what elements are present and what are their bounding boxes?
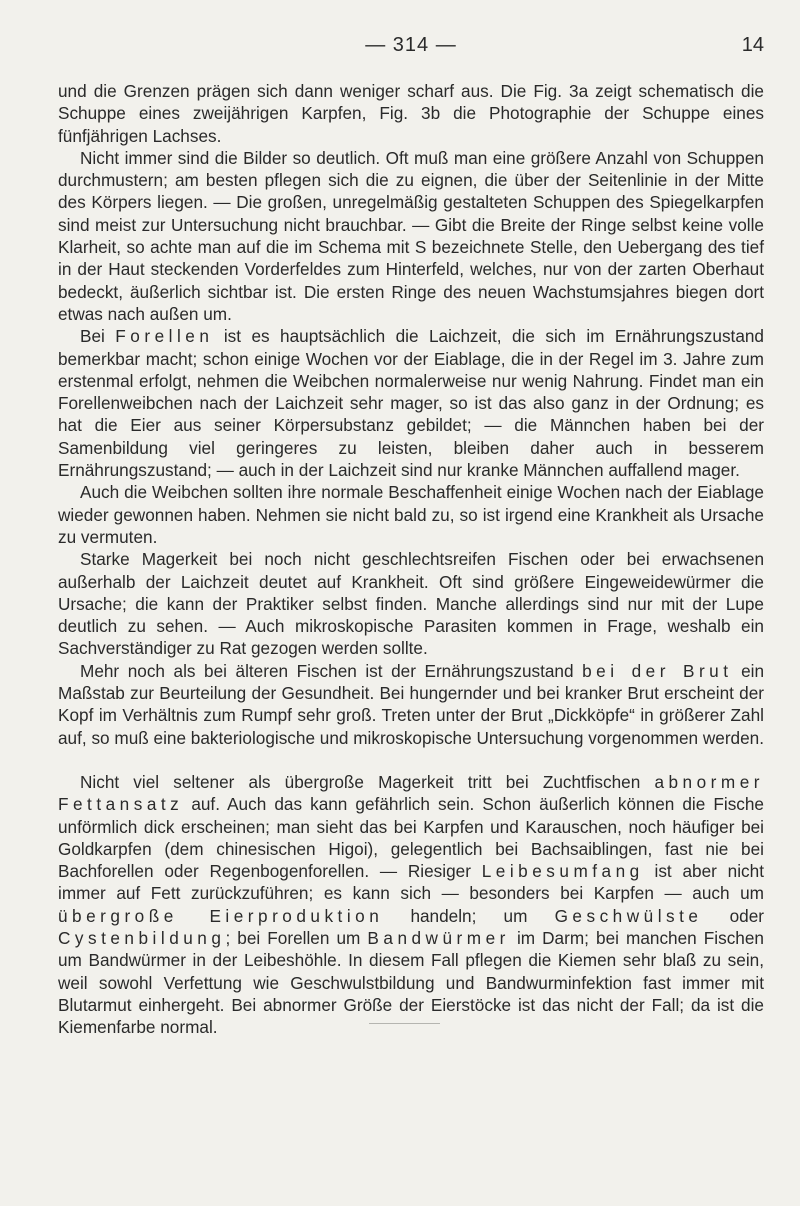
paragraph: Starke Magerkeit bei noch nicht geschlechtsreifen Fischen oder bei erwachsenen außerhalb der Laichzeit deutet auf Krankheit. Oft sind größere Eingeweidewürmer die Ursache; die kann der Praktiker selbst finden. Manche allerdings sind nur mit der Lupe deutlich zu sehen. — Auch mikroskopische Parasiten kommen in Frage, weshalb ein Sachverständiger zu Rat gezogen werden sollte. — [58, 549, 764, 659]
paragraph: Bei Forellen ist es hauptsächlich die Laichzeit, die sich im Ernährungszustand bemerkbar macht; schon einige Wochen vor der Eiablage, die in der Regel im 3. Jahre zum erstenmal erfolgt, nehmen die Weibchen normalerweise nur wenig Nahrung. Findet man ein Forellenweibchen nach der Laichzeit sehr mager, so ist das also ganz in der Ordnung; es hat die Eier aus seiner Körpersubstanz gebildet; — die Männchen haben bei der Samenbildung viel geringeres zu leisten, bleiben daher auch in besserem Ernährungszustand; — auch in der Laichzeit sind nur kranke Männchen auffallend mager. — [58, 326, 764, 481]
page-number: — 314 — — [365, 34, 457, 56]
paragraph: Nicht viel seltener als übergroße Magerkeit tritt bei Zuchtfischen abnormer Fettansatz auf. Auch das kann gefährlich sein. Schon äußerlich können die Fische unförmlich dick erscheinen; man sieht das bei Karpfen und Karauschen, noch häufiger bei Goldkarpfen (dem chinesischen Higoi), gelegentlich bei Bachsaiblingen, fast nie bei Bachforellen oder Regenbogenforellen. — Riesiger Leibesumfang ist aber nicht immer auf Fett zurückzuführen; es kann sich — besonders bei Karpfen — auch um übergroße Eierproduktion handeln; um Geschwülste oder Cystenbildung; bei Forellen um Bandwürmer im Darm; bei manchen Fischen um Bandwürmer in der Leibeshöhle. In diesem Fall pflegen die Kiemen sehr blaß zu sein, weil sowohl Verfettung wie Geschwulstbildung und Bandwurminfektion fast immer mit Blutarmut einhergeht. Bei abnormer Größe der Eierstöcke ist das nicht der Fall; da ist die Kiemenfarbe normal. — [58, 771, 765, 1038]
emphasis-spaced: Leibesumfang — [481, 861, 644, 882]
emphasis-spaced: Bandwürmer — [367, 927, 510, 948]
emphasis-spaced: bei der Brut — [582, 660, 733, 681]
footer-divider — [369, 1023, 440, 1024]
body-text — [58, 80, 764, 1038]
emphasis-spaced: abnormer Fettansatz — [58, 771, 764, 815]
emphasis-spaced: übergroße Eierproduktion — [58, 905, 384, 926]
emphasis-spaced: Cystenbildung — [58, 927, 226, 948]
emphasis-spaced: Geschwülste — [554, 905, 703, 926]
emphasis-spaced: Forellen — [115, 326, 214, 347]
sheet-number: 14 — [741, 34, 764, 56]
paragraph: Nicht immer sind die Bilder so deutlich. Oft muß man eine größere Anzahl von Schuppen durchmustern; am besten pflegen sich die zu eignen, die über der Seitenlinie in der Mitte des Körpers liegen. — Die großen, unregelmäßig gestalteten Schuppen des Spiegelkarpfen sind meist zur Untersuchung nicht brauchbar. — Gibt die Breite der Ringe selbst keine volle Klarheit, so achte man auf die im Schema mit S bezeichnete Stelle, den Uebergang des tief in der Haut steckenden Vorderfeldes zum Hinterfeld, welches, nur von der zarten Oberhaut bedeckt, äußerlich sichtbar ist. Die ersten Ringe des neuen Wachstumsjahres biegen dort etwas nach außen um. — [58, 147, 764, 324]
paragraph: Auch die Weibchen sollten ihre normale Beschaffenheit einige Wochen nach der Eiablage wieder gewonnen haben. Nehmen sie nicht bald zu, so ist irgend eine Krankheit als Ursache zu vermuten. — [58, 482, 764, 547]
paragraph: und die Grenzen prägen sich dann weniger scharf aus. Die Fig. 3a zeigt schematisch die Schuppe eines zweijährigen Karpfen, Fig. 3b die Photographie der Schuppe eines fünfjährigen Lachses. — [58, 81, 764, 146]
paragraph: Mehr noch als bei älteren Fischen ist der Ernährungszustand bei der Brut ein Maßstab zur Beurteilung der Gesundheit. Bei hungernder und bei kranker Brut erscheint der Kopf im Verhältnis zum Rumpf sehr groß. Treten unter der Brut „Dickköpfe“ in größerer Zahl auf, so muß eine bakteriologische und mikroskopische Untersuchung vorgenommen werden. — [58, 660, 765, 748]
page-header — [58, 34, 764, 60]
